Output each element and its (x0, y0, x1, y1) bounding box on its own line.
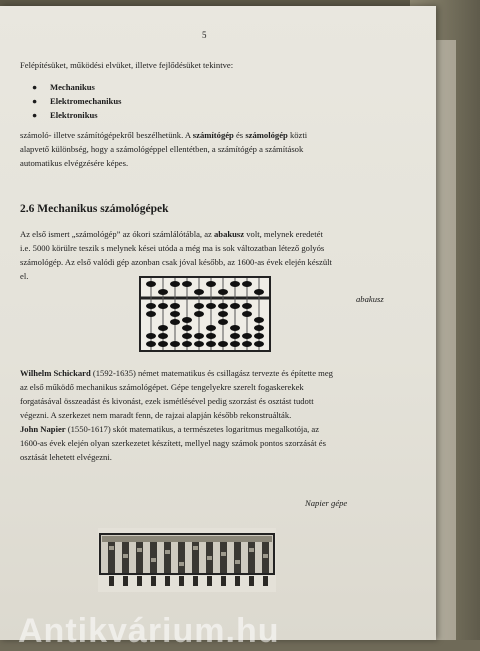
calculator-types-list (30, 80, 121, 122)
napier-machine-drawing (98, 528, 276, 592)
paragraph-napier: John Napier (1550-1617) skót matematikus, a természetes logaritmus megalkotója, az 1600-as évek elején olyan szerkezetet készített, mellyel nagy számok pontos szorzását és osztását lehetett elvégezni. (20, 424, 326, 462)
watermark: Antikvárium.hu (18, 612, 280, 650)
paragraph-types: számoló- illetve számítógépekről beszélhetünk. A számítógép és számológép közti alapvető különbség, hogy a számológéppel ellentétben, a számítógép a számítások automatikus elvégzésére képes. (20, 130, 308, 168)
page-number: 5 (202, 30, 207, 40)
section-heading: 2.6 Mechanikus számológépek (20, 203, 169, 215)
list-item: ● Elektronikus (32, 110, 98, 120)
paragraph-abacus: Az első ismert „számológép” az ókori számlálótábla, az abakusz volt, melynek eredetét i.e. 5000 körülre teszik s melynek kései utóda a még ma is sok változatban létező golyós számológép. Az első valódi gép azonban csak jóval később, az 1600-as évek elején készült el. (20, 229, 332, 281)
abacus-image (139, 276, 271, 352)
bullet-icon: ● (32, 82, 38, 92)
bullet-icon: ● (32, 96, 38, 106)
bullet-icon: ● (32, 110, 38, 120)
abacus-caption: abakusz (356, 294, 384, 304)
paragraph-schickard: Wilhelm Schickard (1592-1635) német matematikus és csillagász tervezte és építette meg az első működő mechanikus számológépet. Gépe tengelyekre szerelt fogaskerekek forgatásával összeadást és kivonást, ezek ismétlésével pedig szorzást és osztást tudott végezni. A szerkezet nem maradt fenn, de rajzai alapján később rekonstruálták. (20, 368, 333, 420)
list-item: ● Elektromechanikus (32, 96, 122, 106)
napier-caption: Napier gépe (305, 498, 348, 508)
intro-line: Felépítésüket, működési elvüket, illetve fejlődésüket tekintve: (20, 60, 234, 70)
list-item: ● Mechanikus (32, 82, 95, 92)
abacus-drawing (139, 276, 271, 352)
napier-machine-image (98, 528, 276, 592)
